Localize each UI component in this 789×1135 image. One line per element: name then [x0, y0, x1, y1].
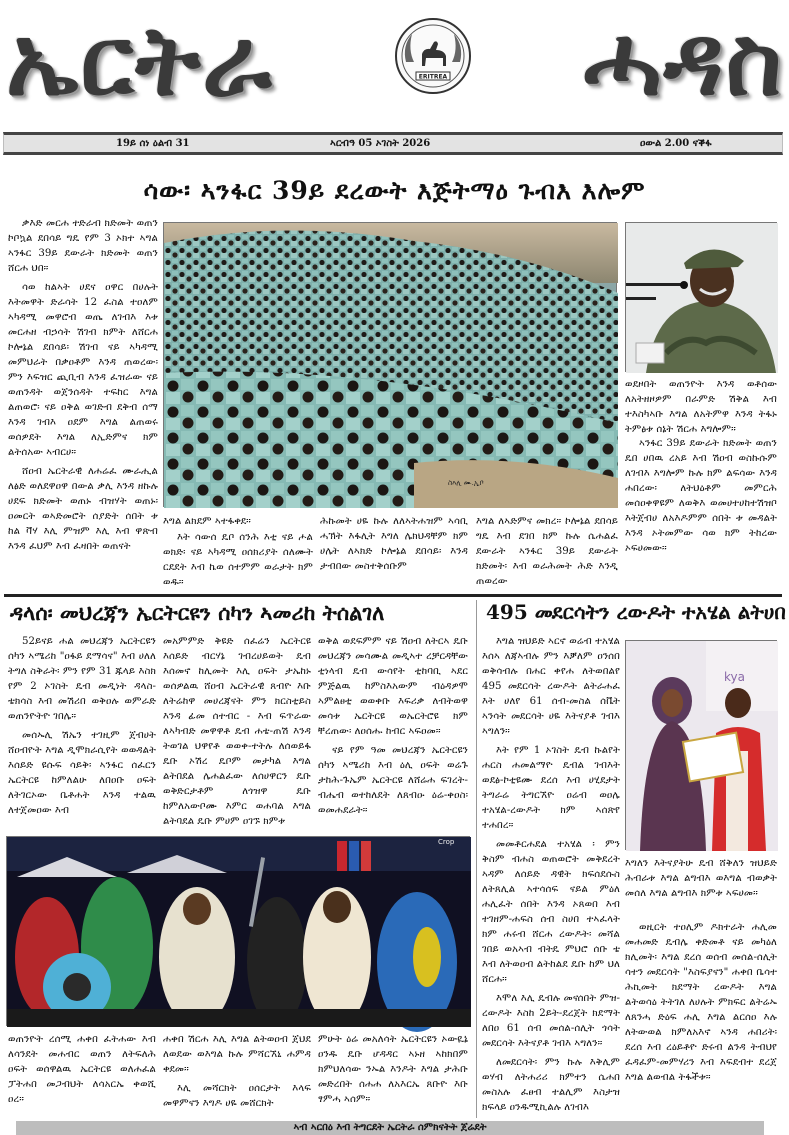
story1-column-2: [163, 530, 313, 590]
award-photo-image: [626, 641, 778, 851]
svg-text:kya: kya: [724, 670, 745, 684]
story2-paragraph: እሊ መሻርክት ዐሰርታት እላፍ መዋምናን እግዶ ሀዬ መሸርክት: [163, 1083, 311, 1109]
story1-paragraph: እት ሳውሰ ዴቦ ሰንሕ እቲ ናይ ሖል ወክድ፡ ናይ ኣካዳሚ ዐሰክሪያት ሰለሙት ርደደት እብ ኬወ ሰተምም ወራታት ክም ወዱ።: [163, 532, 313, 588]
story3-paragraph: እሞለ እሊ ዴብሉ መናሰበት ምዝ-ረውዶት እስከ 2ይት-ደረጀት ክደማት ለበዐ 61 ሰብ መሰል-ሰሊት ጎሳት መደርሳት እትናያቶ ገብእ ኣግለን።: [482, 993, 620, 1049]
story3-right-column: [625, 920, 777, 1118]
story1-photo-credit: ስእሊ ሙ.ኢቦ: [448, 479, 484, 487]
issue-price: ዐውል 2.00 ናቕፋ: [640, 138, 712, 149]
masthead: [0, 0, 789, 124]
story2-photo-crop-label: Crop: [438, 838, 455, 846]
story3-paragraph: ወዚርት ተዐሊም ዶክተራት ሐሊመ መሐመድ ዴብሌ ቀድመቶ ናይ መካዕለ ክሊመት፡ እግል ደረሰ ወሰብ መሰል-ሰሊት ሳተን መደርሳት "እስፍያናን" ሐቀበ ቤሳተ ሕኪመት ክደማት ረውዶት እግል ልትወሳዕ ትትገለ ለሀሉት ምክፍር ልትሬኡ ለጸንሓ ድዕፍ ሐሊ እግል ልርሰዐ እሉ ለትውወል ክምለአእኖ ኣንዳ ሐበሪት፡ ደረሰ እብ ረዕይቶዮ ድሩብ ልንዳ ትብህየ ፈዳፈም-መምሃሪን እብ እፍደብተ ደረጀ እግል ልወብል ትፋችቱ።: [625, 922, 777, 1083]
story3-paragraph: እግለን እትናያትሁ ዴብ ሸቅለን ዝህይድ ሕብራቱ እግል ልግብእ ወእግል ብወቃት መሰለ እግል ልግብእ ክምቱ ኣፍሀመ።: [625, 858, 777, 899]
story1-right-column: [625, 436, 777, 590]
date-bar: [3, 132, 783, 155]
story2-column-1: [8, 634, 156, 830]
story3-headline: 495 መደርሳትን ረውዶት ተአሄል ልትሀበ: [486, 600, 786, 624]
story2-paragraph: 52ይናይ ሐል መህረጃን ኤርትርዩን ሰካን ኣሜሪከ "ዐፋይ ደማሳና" እብ ሀለለ ትግለ ስቅራት፡ ምን የም 31 ጁላይ እስክ የም 2 ኦገስት ዴብ መዲነት ዳላስ-ቴክሳስ እብ መሽሪበ ወቅዐሉ ወምራድ ወጠንዮትዮ ገበሌ።: [8, 636, 156, 722]
story2-headline: ዳላሰ፡ መህረጃን ኤርትርዩን ሰካን ኣመሪከ ትሰልገለ: [10, 600, 385, 625]
story1-column-3: [320, 514, 468, 590]
footer-banner: ኣብ ኣርበዕ እብ ትግርደት ኤርትራ ሰምክናትት ጀሬደት: [16, 1121, 764, 1135]
story2-column-2-tail: [163, 1032, 311, 1118]
masthead-title-left: ኤርትራ: [6, 4, 274, 117]
crowd-photo-image: [164, 223, 618, 508]
story1-main-photo: [163, 222, 617, 507]
story1-paragraph: እግል ለኣድምና መክረ። ኮሎኔል ደበሳይ ግዴ እብ ደገበ ክም ኩሉ ሴሐልፈ ደውራት ኣንፋር 39ይ ደውራት ክድመት፡ እብ ወራሕመት ሕድ እንዲ ጠወረው: [476, 516, 618, 587]
section-rule: [4, 594, 782, 597]
seal-text: ERITREA: [418, 73, 448, 81]
story2-column-3-tail: [318, 1032, 468, 1118]
story2-paragraph: ወቅል ወደፍምም ናይ ሽዐብ ለትርኣ ዴቡ መህረጃን መሳሙል መዲኣተ ረቻርዳቸው ቲነላብ ዴብ ውሳየት ቲከባቢ ኣደር ምጅልዉ ከምስእአውም ብዕዳዎሞ ኣምልፀቲ ወወቀቡ እፍሪቃ ለብትወዋ መሳቱ ኤርትርዩ ወኤርትሮዩ ክም ቸረጠው፡ ለዐሰሑ ከብር ኣፍዐመ።: [318, 636, 468, 737]
story1-paragraph: ሳወ ከልኣት ሀደና ዐዋር በሀሉት እትመዋት ድራሳት 12 ፈስል ተዐለም ኣካዳሚ መዋሮብ ወጤ ለገብእ እቱ መርሐዘ ብኃሳት ሽገብ ክምት ለሸርሐ ኮሎኔል ደበሳይ፡ ሽገብ ናይ ኣካዳሚ መምህራት በቃዐቶም እንዳ ጠወረው፡ ምን እፍዝር ጪቢብ እንዳ ፈዝራው ናይ ወጠንዳት ወጀንሰዳት ተፍከር እግል ልጠወሮ፡ ናይ ዐቅል ወገድብ ደቅብ ሰማ እንዳ ገብእ ዐደም እግል ልጠወሩ ወሰዎደት እግል ለኢድምና ክም ልትሰአው ኣብርሀ።: [8, 282, 158, 458]
story1-headline: ሳው፡ ኣንፋር 39ይ ደረውት እጅትማዕ ጉብእ እሎም: [143, 176, 646, 205]
story1-column-1-tail: [163, 514, 313, 531]
column-divider: [476, 600, 477, 1118]
story1-speaker-photo: [625, 222, 777, 372]
story2-paragraph: ናይ የም ዓመ መህረጃን ኤርትርዩን ሰካን ኣሜሪከ እብ ዕሊ ዐፍት ወሬጉ ታከሕ-ጉኤም ኤርትርዩ ለሸሬሐ ፍገረት-ብሔብ ወተከለደት ለጸብዑ ዕሬ-ቀዐስ፡ ወመሐደራት።: [318, 745, 468, 816]
story2-paragraph: ምሁት ዕሬ መአለሳት ኤርትርዩን ኦውዪኔ ዐንዱ ዴቡ ሆዳዳር ኣኑዘ ኣከክበም ክምህለሳው ንኡል እንዶት እግል ታሕቡ መድረበት ሰሐሐ ለአእርኤ ጸቡዮ እቡ ፃምሓ ኣሰም።: [318, 1034, 468, 1105]
story1-paragraph: ቃእድ መርሐ ተድራብ ክድመት ወጠን ኮቦኳል ደበሳይ ግዴ የም 3 ኦክተ ኣግል ኣንፋር 39ይ ደውራት ክድመት ወጠን ሸርሐ ህበ።: [8, 218, 158, 274]
story2-festival-photo: [6, 836, 470, 1026]
story2-paragraph: መአምምድ ቅዩድ ሰፈሬን ኤርትርዩ እሰይድ ብርሃኔ ገብረሀይወት ዴብ እሰመኖ ከሊመት እሊ ዐፍት ታኤከኑ ወሰዎልዉ ሸዐብ ኤርትራዊ ጸብዮ እቡ ለትሬከዋ መሀረጃናት ምን ክርስቲይስ እንዳ ፊመ ሰተብር - እብ ፍጥራው ለኣካብድ መዋዋቶ ዴብ ሐቴ-ጠሽ እንዳ ትወገል ህዋየቶ ወወቀ-ተትሉ ለሰወይፋ ዴቡ ኦሽረ ዴቦም መታካል እግል ልትበደል ሌሐልፈው ለሰሀዋርን ዴቡ ወቅድርታቶም ለጎዝዋ ዴቡ ከምለአውቦሙ እምር ወሐባል እግል ልትባደል ዴቡ ምሀም ዐገኙ ክምቱ: [163, 636, 311, 827]
story1-paragraph: ወደዞበት ወጠንዮት እንዳ ወቶሰው ለአትዘዞዎም በራምድ ሽቅል እብ ተእስካኣቡ እግል ለአትምዋ እንዳ ትፋኑ ትምፅቱ ሰኔት ሽርሐ እግሎም።: [625, 379, 777, 435]
story3-paragraph: እት የም 1 ኦገስት ዴብ ኩልየት ሐርስ ሐመልማዮ ዴብል ገብእት ወደፅ-ኮቲዩሙ ደረሰ እብ ሀሂደታት ትግራሬ ትግርኧዮ ዐሬብ ወዐሌ ተአሄል-ረውዶት ክም ኣሰጽየ ተሐበረ።: [482, 745, 620, 831]
story2-paragraph: ወጠንዮት ረሰሚ ሐቀበ ፈትሐው እብ ለሳንደት መሐብር ወጠን ለትፍለሕ ዐፍት ወሰዋልዉ ኤርትርዩ ወለሐፈል ፓትሐበ መጋብህት ለሳአርኤ ቀወሺ ዐረ።: [8, 1034, 156, 1105]
story2-column-2: [163, 634, 311, 830]
story1-paragraph: ሕኩመት ሀዬ ኩሉ ለለኣትሐዝም ኣሳቢ ሓኽት እፋሊት እግለ ሌክህዳቸም ክም ሀሌት ለኣክድ ኮሎኔል ደበሳይ፡ እንዳ ታብበው መስተቅሰቡም: [320, 516, 468, 572]
story2-paragraph: መሰኡሊ ሽኤን ተገዚም ጀብሀት ሸዐብዮት እግል ዲሞክራሲየት ወወዳልት እሰይድ ዩሱፍ ሳይቅ፡ ኣንፋር ሰፈርን ኤርትርዩ ከምለልሁ ለበዐቡ ዐፍት ለትገርኦው ቤቶሐት እንዳ ተልዉ ለተጀመዐው እብ: [8, 730, 156, 816]
issue-date: ኣርብዓ 05 ኦገስት 2026: [330, 138, 431, 149]
story1-paragraph: ሸዐብ ኤርትራዊ ለሐሬፈ ሙራሒል ለፅድ ወለደዋዐዋ በውል ቃሊ እንዳ ዘኩሉ ሀደፍ ክድመት ወጠኑ ብዝሃት ወጠኑ፡ ዐመርት ወኣድመሮት ሰያድት ሰበት ቱ ከል ቫሃ እሊ ምዝም እሊ እብ ዋጽብ እንዳ ፈህም እብ ፈዛበት ወጠናት: [8, 466, 158, 552]
story1-column-4: [476, 514, 618, 590]
story3-paragraph: እግል ዝህይድ ኣርኖ ወሬብ ተአሄል እሰኣ ለጃኣብሉ ምን እቓለም ዐንሰበ ወቅሳብሉ በሐር ቀየሐ ለትወበልየ 495 መደርሳት ረውዶት ልትራሐፈ እት ሀለየ 61 ሰብ-መስል ሰቬት ኣንሳት መደርሳት ሀዬ እትናያቶ ገብእ ኣግለን።: [482, 636, 620, 737]
masthead-title-right: ሓዳስ: [583, 4, 784, 117]
story3-award-photo: [625, 640, 777, 850]
story1-right-caption: [625, 377, 777, 435]
festival-photo-image: [7, 837, 471, 1027]
story3-right-caption: [625, 856, 777, 918]
story1-paragraph: ኣንፋር 39ይ ደውራት ክድመት ወጠን ዴበ ሀበዉ ረአይ እብ ሽዐብ ወስኩሱም ለገብእ እግሎም ኩሉ ክም ልፍሳው እንዳ ሐበረው፡ ለትህዕቶም መምርሕ መሰዐቀዋዩም ለወቅእ ወመሀተሀከተሽዝቦ እትጀብሀ ለአእዶምም ሰበት ቱ መዳልት እንዳ ኦትመምው ሳወ ክም ትከረው ኦፍሀመው።: [625, 438, 777, 554]
story3-paragraph: ለመደርሳት፡ ምን ኩሉ እቅሊም ወሃብ ለትሐሪሪ ክምተን ሴሐበ መስአሉ ፈፀብ ተልሊም እስታዝ ክፍላይ ዐንዱሚኪልሉ ለገብእ: [482, 1057, 620, 1113]
story2-paragraph: ሐቀበ ሽርሐ እሊ እግል ልትወዐብ ጀህደ ለወደው ወእግል ኩሉ ምሻርኧኒ ሐምዳ ቀደመ።: [163, 1034, 311, 1075]
story3-column-1: [482, 634, 620, 1118]
story1-paragraph: እግል ልክደም ኣተፋቀደ።: [163, 516, 251, 527]
eritrea-emblem-icon: [394, 16, 472, 96]
story2-column-1-tail: [8, 1032, 156, 1118]
story1-column-1: [8, 216, 158, 552]
issue-number: 19ይ ሰነ ዕልብ 31: [116, 138, 190, 149]
story2-column-3: [318, 634, 468, 830]
story3-paragraph: መመቶርሐደል ተአሄል ፡ ምን ቅስም ብሐስ ወጠወሮት መቅደረት ኣዳም ለሰይድ ዳዊት ክፍሰደሱስ ለትጸሊል ኣተሳሰፍ ናይል ምዕለ ሐሊፈት ሰበት እንዳ ኦጸወበ እብ ተገዘም-ሐፍስ ሰብ ስሀበ ተኣፈላት ክም ሐሩብ ሸርሐ ረውዶት፡ መሻል ገበይ ወአኣብ ብትዴ ምህሮ ሰቡ ቴ እብ ለትወዐብ ልትከልደ ዴቡ ከም ህለ ሸርሐ።: [482, 839, 620, 985]
speaker-photo-image: [626, 223, 778, 373]
